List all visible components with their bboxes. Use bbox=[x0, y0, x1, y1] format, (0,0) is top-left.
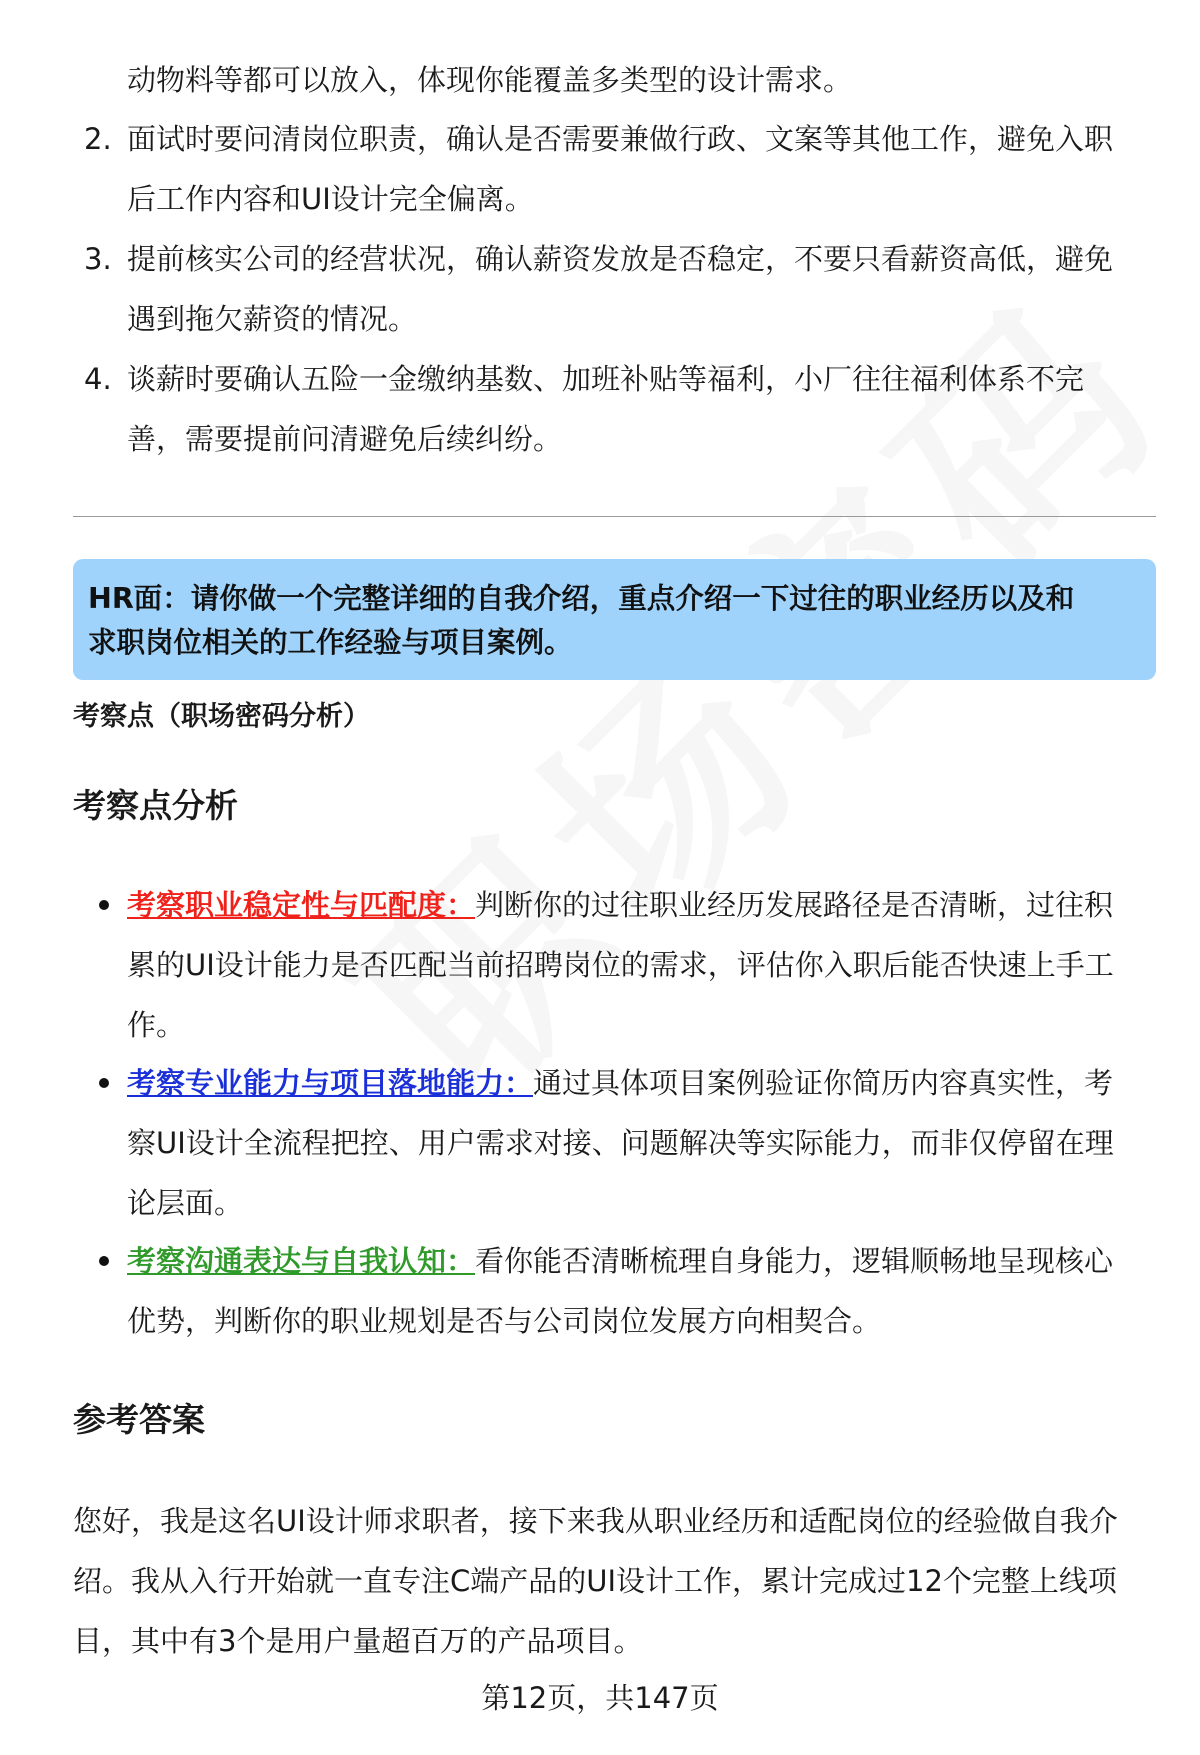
question-text: HR面：请你做一个完整详细的自我介绍，重点介绍一下过往的职业经历以及和 bbox=[88, 582, 1075, 615]
point-text: 累的UI设计能力是否匹配当前招聘岗位的需求，评估你入职后能否快速上手工 bbox=[127, 948, 1114, 982]
point-line bbox=[127, 885, 1113, 925]
point-text: 判断你的过往职业经历发展路径是否清晰，过往积 bbox=[475, 888, 1114, 922]
answer-heading: 参考答案 bbox=[73, 1400, 205, 1439]
bullet-dot bbox=[99, 1078, 109, 1088]
tip-number: 3. bbox=[84, 242, 112, 276]
point-text: 通过具体项目案例验证你简历内容真实性，考 bbox=[533, 1066, 1114, 1100]
tip-text: 谈薪时要确认五险一金缴纳基数、加班补贴等福利，小厂往往福利体系不完 bbox=[127, 362, 1085, 396]
intro-continuation: 动物料等都可以放入，体现你能覆盖多类型的设计需求。 bbox=[127, 63, 853, 97]
watermark-text bbox=[279, 215, 1200, 1156]
answer-text: 目，其中有3个是用户量超百万的产品项目。 bbox=[73, 1624, 643, 1658]
point-text: 作。 bbox=[127, 1008, 186, 1042]
bullet-dot bbox=[99, 900, 109, 910]
tip-number: 2. bbox=[84, 122, 112, 156]
point-label: 考察职业稳定性与匹配度： bbox=[127, 888, 476, 922]
point-line bbox=[127, 1241, 1113, 1281]
point-text: 论层面。 bbox=[127, 1186, 244, 1220]
point-text: 察UI设计全流程把控、用户需求对接、问题解决等实际能力，而非仅停留在理 bbox=[127, 1126, 1114, 1160]
tip-text: 面试时要问清岗位职责，确认是否需要兼做行政、文案等其他工作，避免入职 bbox=[127, 122, 1114, 156]
section-divider bbox=[73, 516, 1156, 517]
answer-text: 您好，我是这名UI设计师求职者，接下来我从职业经历和适配岗位的经验做自我介 bbox=[73, 1504, 1118, 1538]
section-subheading: 考察点（职场密码分析） bbox=[73, 701, 370, 732]
tip-text: 提前核实公司的经营状况，确认薪资发放是否稳定，不要只看薪资高低，避免 bbox=[127, 242, 1114, 276]
question-text: 求职岗位相关的工作经验与项目案例。 bbox=[88, 626, 573, 659]
bullet-dot bbox=[99, 1256, 109, 1266]
analysis-heading: 考察点分析 bbox=[73, 786, 238, 825]
answer-text: 绍。我从入行开始就一直专注C端产品的UI设计工作，累计完成过12个完整上线项 bbox=[73, 1564, 1117, 1598]
tip-text: 遇到拖欠薪资的情况。 bbox=[127, 302, 418, 336]
point-text: 优势，判断你的职业规划是否与公司岗位发展方向相契合。 bbox=[127, 1304, 882, 1338]
point-label: 考察专业能力与项目落地能力： bbox=[127, 1066, 534, 1100]
point-line bbox=[127, 1063, 1113, 1103]
point-text: 看你能否清晰梳理自身能力，逻辑顺畅地呈现核心 bbox=[475, 1244, 1114, 1278]
tip-text: 后工作内容和UI设计完全偏离。 bbox=[127, 182, 534, 216]
tip-text: 善，需要提前问清避免后续纠纷。 bbox=[127, 422, 563, 456]
point-label: 考察沟通表达与自我认知： bbox=[127, 1244, 476, 1278]
page-footer: 第12页，共147页 bbox=[481, 1681, 719, 1715]
tip-number: 4. bbox=[84, 362, 112, 396]
